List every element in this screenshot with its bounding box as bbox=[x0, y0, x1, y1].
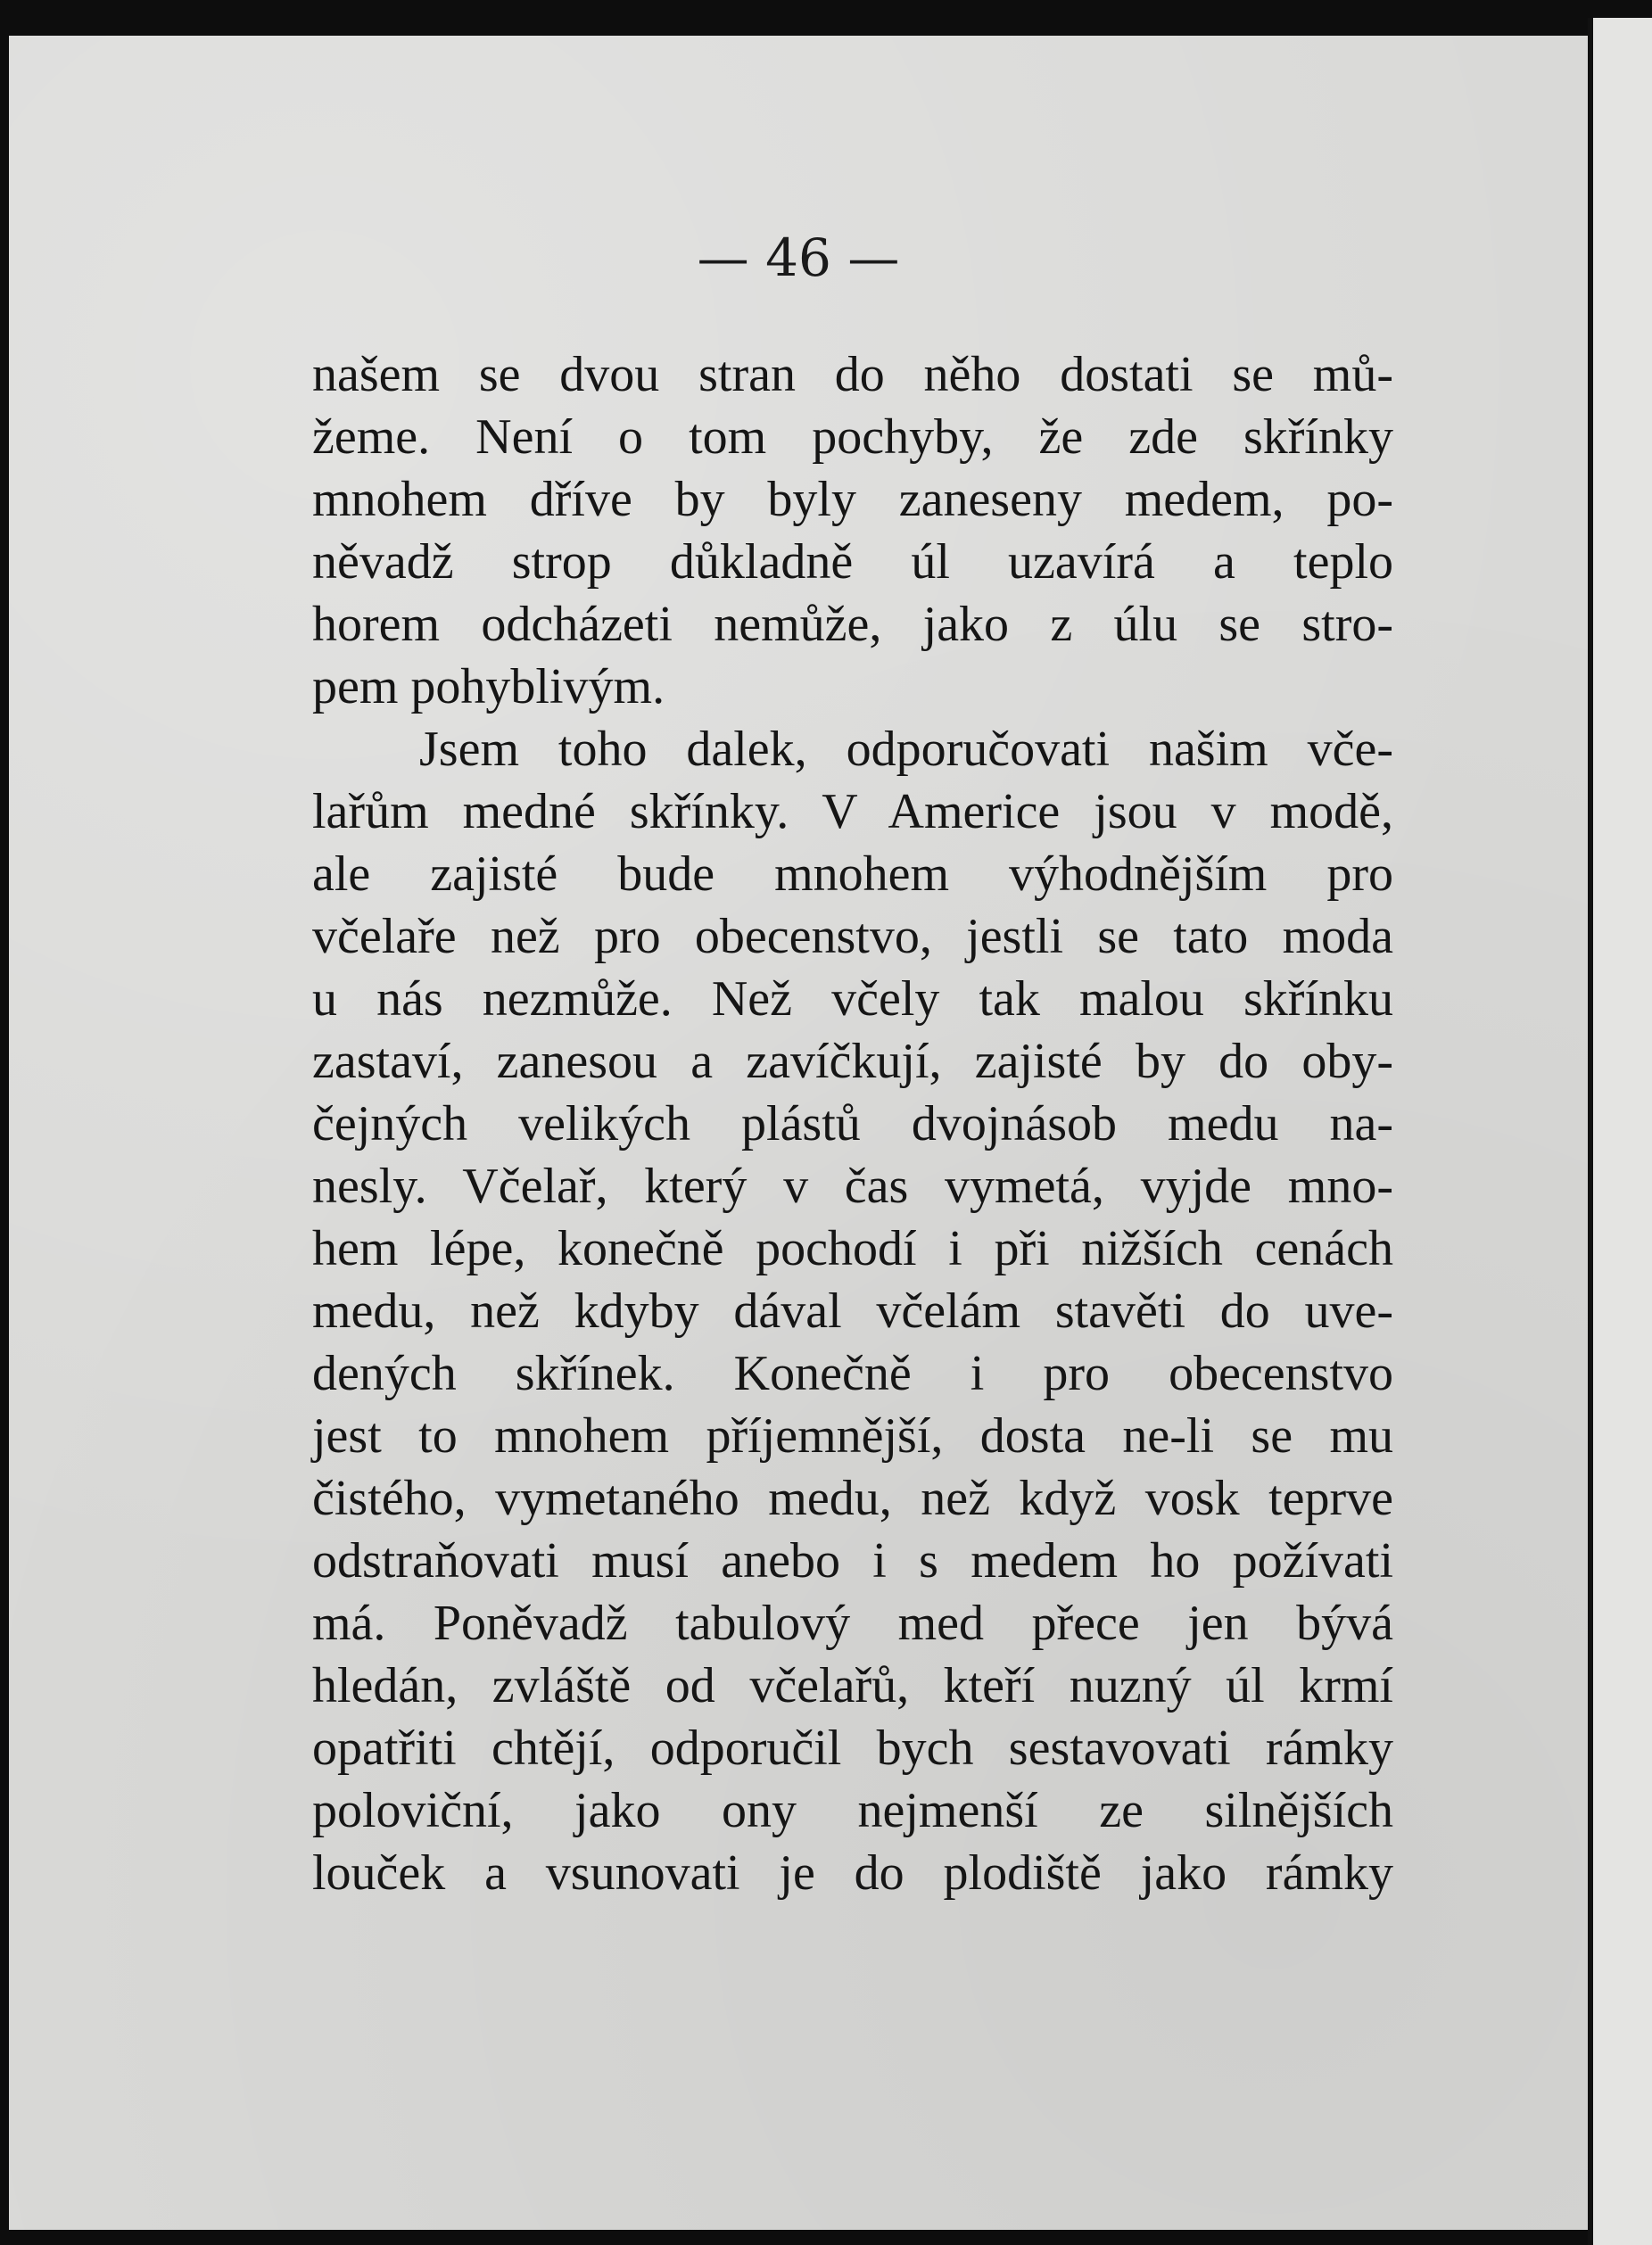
text-line: zastaví, zanesou a zavíčkují, zajisté by do oby- bbox=[312, 1034, 1393, 1089]
text-line: našem se dvou stran do něho dostati se mů- bbox=[312, 347, 1393, 402]
text-line: nesly. Včelař, který v čas vymetá, vyjde mno- bbox=[312, 1159, 1393, 1214]
text-line: lařům medné skřínky. V Americe jsou v modě, bbox=[312, 784, 1393, 839]
book-page bbox=[9, 36, 1588, 2230]
text-line: poloviční, jako ony nejmenší ze silnějších bbox=[312, 1783, 1393, 1838]
text-line: má. Poněvadž tabulový med přece jen bývá bbox=[312, 1596, 1393, 1651]
text-line: žeme. Není o tom pochyby, že zde skřínky bbox=[312, 409, 1393, 465]
body-text bbox=[312, 343, 1393, 1904]
text-line: opatřiti chtějí, odporučil bych sestavovati rámky bbox=[312, 1721, 1393, 1776]
text-line: odstraňovati musí anebo i s medem ho požívati bbox=[312, 1533, 1393, 1589]
text-line: čistého, vymetaného medu, než když vosk teprve bbox=[312, 1471, 1393, 1526]
text-line: čejných velikých plástů dvojnásob medu na- bbox=[312, 1096, 1393, 1151]
adjacent-page-edge bbox=[1588, 18, 1652, 2245]
text-line: dených skřínek. Konečně i pro obecenstvo bbox=[312, 1346, 1393, 1401]
text-line: louček a vsunovati je do plodiště jako rámky bbox=[312, 1845, 1393, 1901]
text-line: jest to mnohem příjemnější, dosta ne-li se mu bbox=[312, 1408, 1393, 1464]
text-line: ale zajisté bude mnohem výhodnějším pro bbox=[312, 846, 1393, 902]
text-line: Jsem toho dalek, odporučovati našim vče- bbox=[419, 722, 1393, 777]
text-line: pem pohyblivým. bbox=[312, 659, 665, 714]
text-line: hem lépe, konečně pochodí i při nižších cenách bbox=[312, 1221, 1393, 1276]
text-line: horem odcházeti nemůže, jako z úlu se stro- bbox=[312, 597, 1393, 652]
page-number: — 46 — bbox=[697, 227, 900, 288]
text-line: něvadž strop důkladně úl uzavírá a teplo bbox=[312, 534, 1393, 590]
text-line: medu, než kdyby dával včelám stavěti do uve- bbox=[312, 1283, 1393, 1339]
text-line: mnohem dříve by byly zaneseny medem, po- bbox=[312, 472, 1393, 527]
text-line: včelaře než pro obecenstvo, jestli se tato moda bbox=[312, 909, 1393, 964]
text-line: hledán, zvláště od včelařů, kteří nuzný úl krmí bbox=[312, 1658, 1393, 1713]
text-line: u nás nezmůže. Než včely tak malou skřínku bbox=[312, 971, 1393, 1027]
